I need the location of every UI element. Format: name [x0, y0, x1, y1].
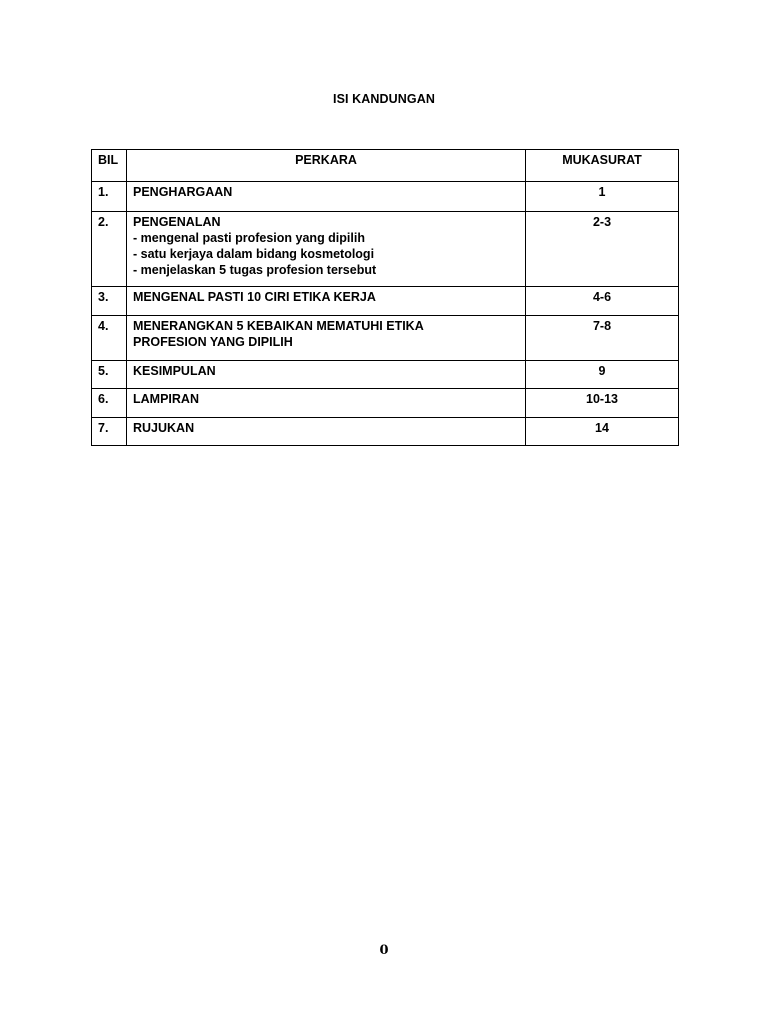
row-item	[127, 287, 526, 316]
row-item-title: RUJUKAN	[133, 421, 195, 435]
row-page: 1	[526, 182, 679, 212]
row-item-subline: - satu kerjaya dalam bidang kosmetologi	[133, 247, 375, 261]
row-number: 4.	[92, 316, 127, 361]
row-item-subline: - menjelaskan 5 tugas profesion tersebut	[133, 263, 377, 277]
table-row	[92, 182, 679, 212]
row-page: 10-13	[526, 389, 679, 418]
page-title: ISI KANDUNGAN	[333, 92, 435, 106]
row-item-subline: PROFESION YANG DIPILIH	[133, 335, 293, 349]
row-item	[127, 361, 526, 389]
header-perkara: PERKARA	[127, 150, 526, 182]
table-row	[92, 287, 679, 316]
row-item-subline: - mengenal pasti profesion yang dipilih	[133, 231, 365, 245]
header-bil: BIL	[92, 150, 127, 182]
row-item	[127, 418, 526, 446]
row-page: 2-3	[526, 212, 679, 287]
table-row	[92, 418, 679, 446]
row-number: 3.	[92, 287, 127, 316]
row-number: 1.	[92, 182, 127, 212]
row-item	[127, 212, 526, 287]
row-item-title: PENGHARGAAN	[133, 185, 233, 199]
row-page: 9	[526, 361, 679, 389]
row-item-title: MENERANGKAN 5 KEBAIKAN MEMATUHI ETIKA	[133, 319, 424, 333]
header-mukasurat: MUKASURAT	[526, 150, 679, 182]
row-page: 4-6	[526, 287, 679, 316]
row-number: 7.	[92, 418, 127, 446]
row-item-title: PENGENALAN	[133, 215, 221, 229]
row-item-title: KESIMPULAN	[133, 364, 216, 378]
table-row	[92, 212, 679, 287]
row-number: 2.	[92, 212, 127, 287]
row-page: 14	[526, 418, 679, 446]
table-row	[92, 316, 679, 361]
row-item	[127, 316, 526, 361]
table-row	[92, 361, 679, 389]
row-item	[127, 389, 526, 418]
row-item	[127, 182, 526, 212]
page-number: 0	[379, 943, 389, 958]
row-item-title: LAMPIRAN	[133, 392, 199, 406]
table-row	[92, 389, 679, 418]
row-item-title: MENGENAL PASTI 10 CIRI ETIKA KERJA	[133, 290, 376, 304]
row-number: 6.	[92, 389, 127, 418]
row-page: 7-8	[526, 316, 679, 361]
table-of-contents	[91, 149, 679, 446]
table-header-row	[92, 150, 679, 182]
row-number: 5.	[92, 361, 127, 389]
